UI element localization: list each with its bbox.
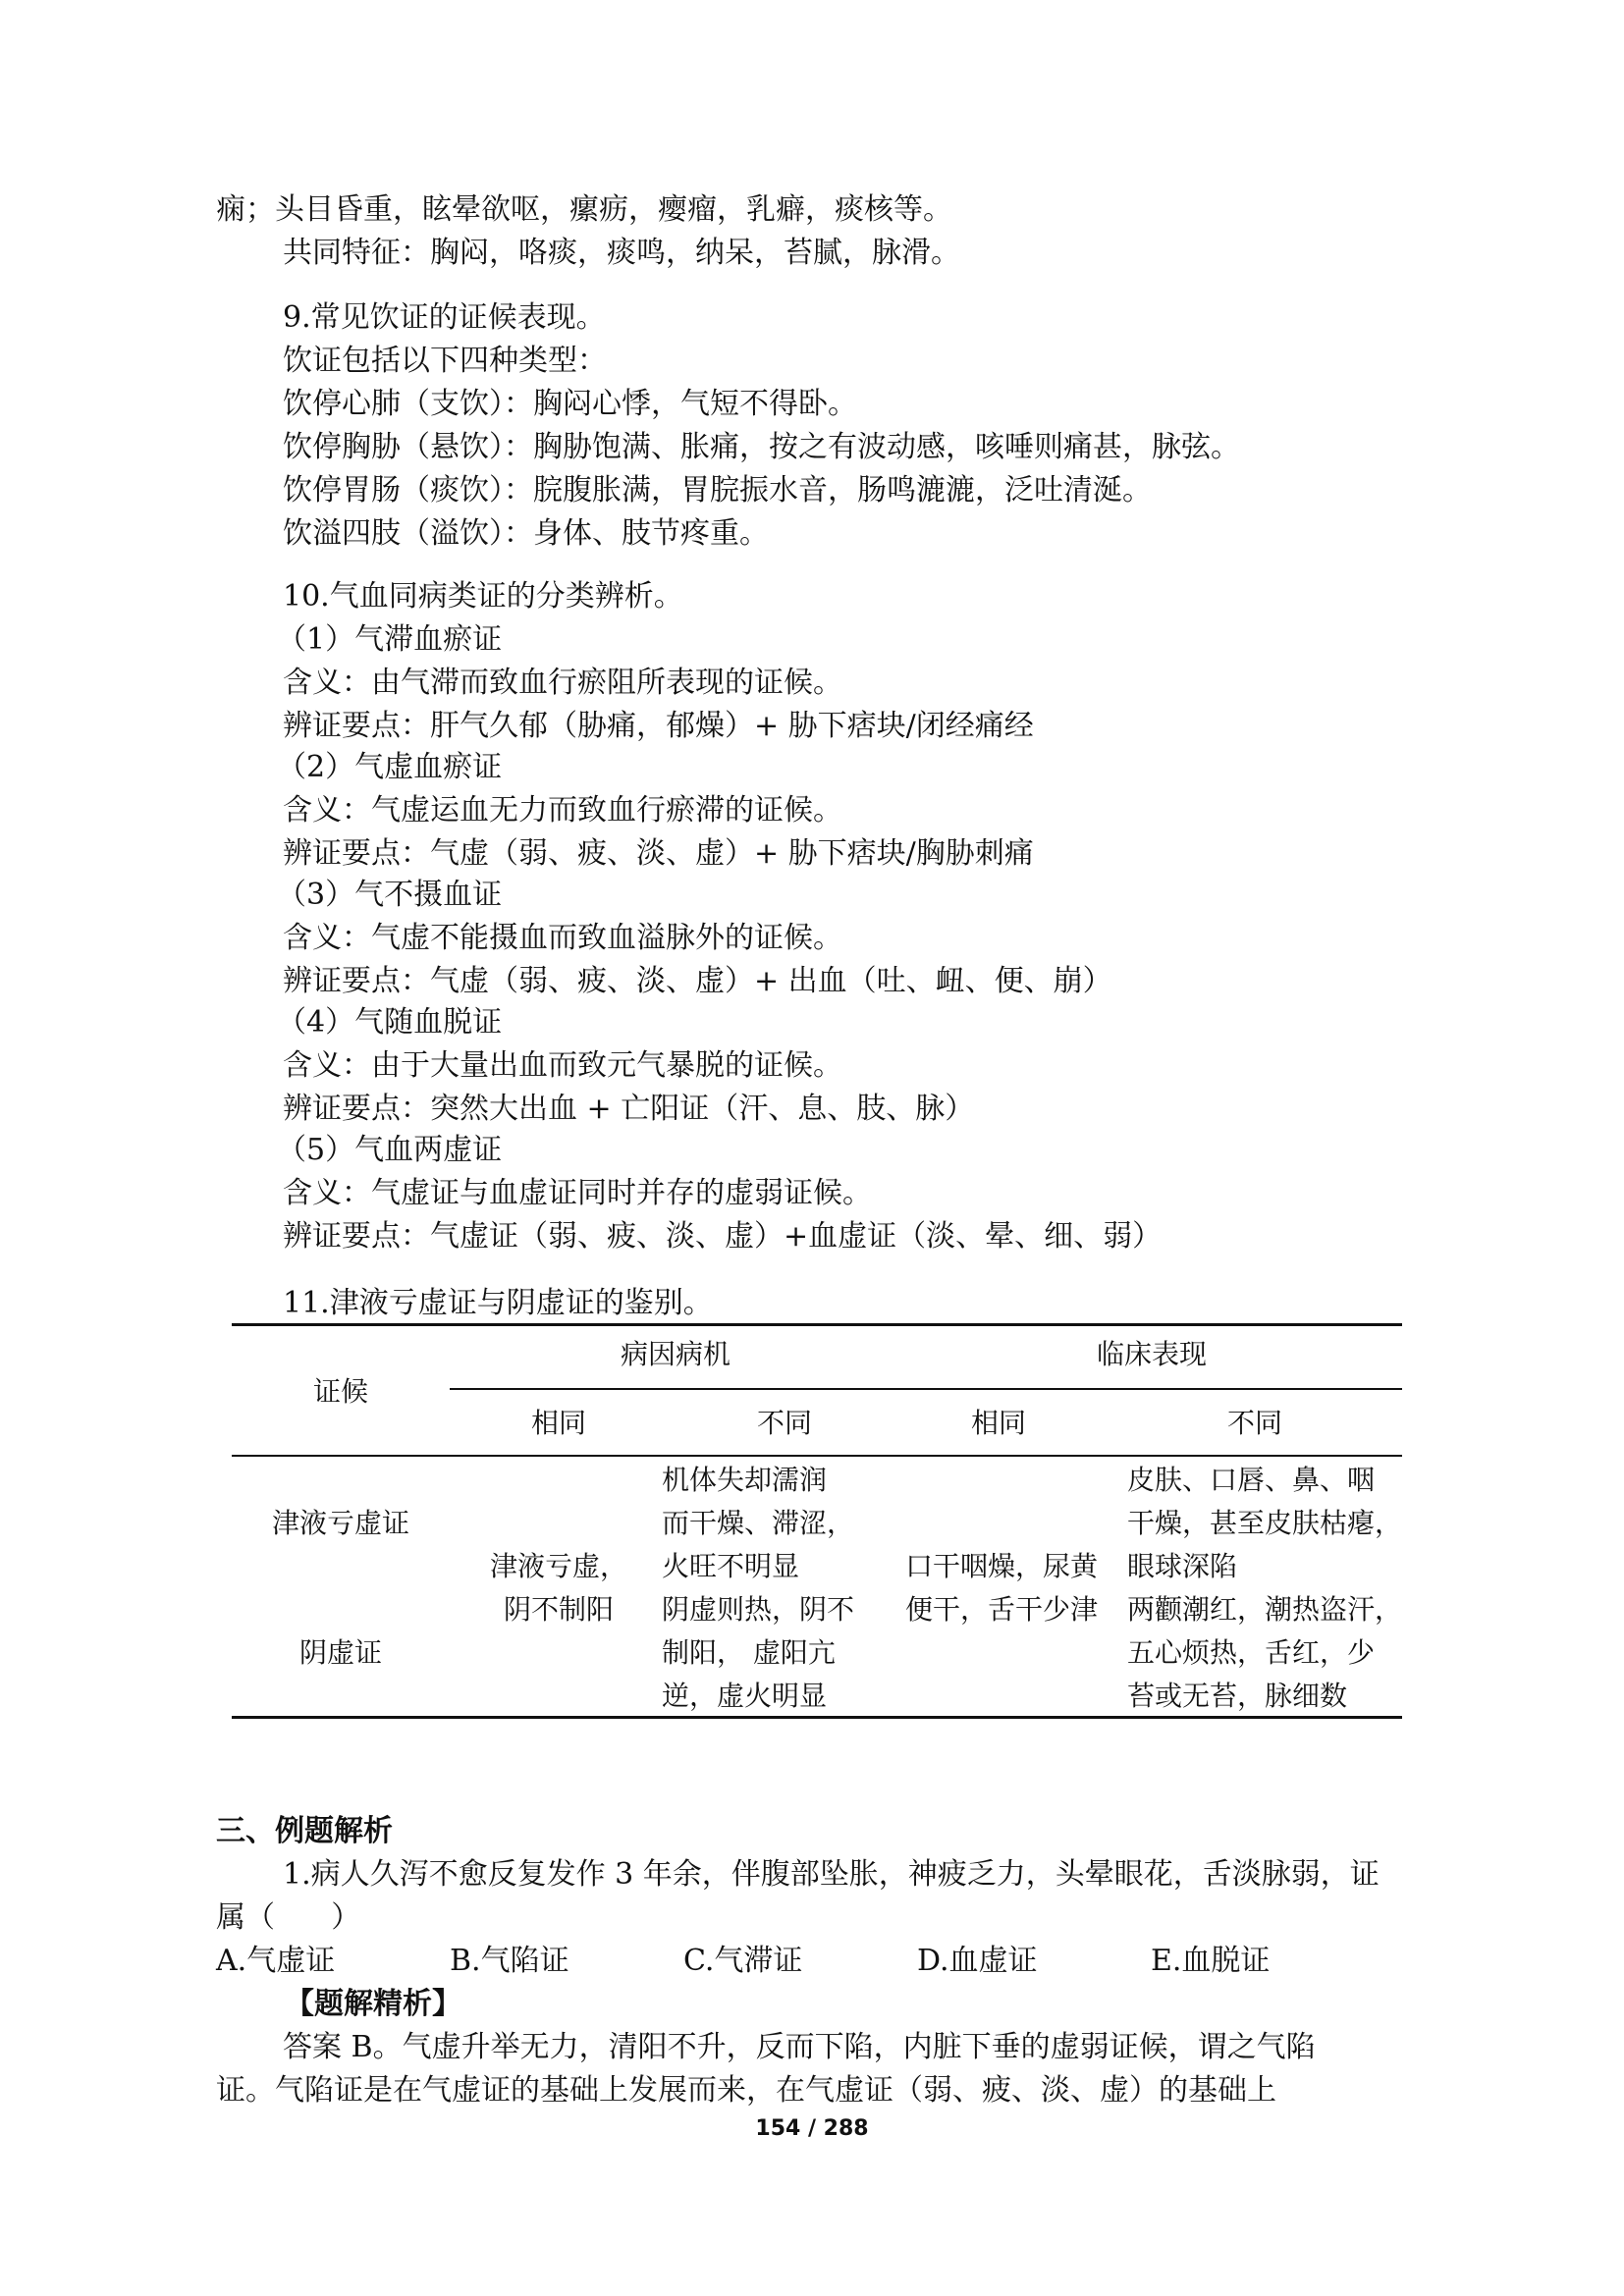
option-d: D.血虚证 — [917, 1944, 1038, 1978]
option-a: A.气虚证 — [216, 1944, 336, 1978]
section10-group-4-name: （4）气随血脱证 — [277, 1005, 503, 1040]
table-header-clinical: 临床表现 — [1096, 1338, 1207, 1370]
section10-title: 10.气血同病类证的分类辨析。 — [283, 579, 683, 614]
page-number: 154 / 288 — [755, 2116, 869, 2141]
table-row2-cause-diff-line-1: 阴虚则热，阴不 — [662, 1593, 855, 1626]
table-subheader-clinical-same: 相同 — [970, 1407, 1026, 1439]
table-row1-cause-diff-line-1: 机体失却濡润 — [662, 1464, 828, 1496]
table-header-cause: 病因病机 — [620, 1338, 731, 1370]
section10-group-5-name: （5）气血两虚证 — [277, 1133, 503, 1167]
section11-title: 11.津液亏虚证与阴虚证的鉴别。 — [283, 1286, 713, 1320]
table-subheader-cause-diff: 不同 — [756, 1407, 812, 1439]
table-subheader-cause-same: 相同 — [530, 1407, 586, 1439]
table-row1-clinical-diff-line-1: 皮肤、口唇、鼻、咽 — [1127, 1464, 1376, 1496]
table-row1-cause-diff-line-3: 火旺不明显 — [662, 1550, 800, 1582]
section10-group-4-meaning: 含义：由于大量出血而致元气暴脱的证候。 — [283, 1048, 842, 1083]
table-header-syndrome: 证候 — [312, 1375, 368, 1408]
intro-line-1: 痫；头目昏重，眩晕欲呕，瘰疬，瘿瘤，乳癖，痰核等。 — [216, 192, 952, 227]
section10-group-2-name: （2）气虚血瘀证 — [277, 750, 503, 784]
option-e: E.血脱证 — [1151, 1944, 1271, 1978]
section9-title: 9.常见饮证的证候表现。 — [283, 300, 606, 335]
table-row2-cause-diff-line-2: 制阳， 虚阳亢 — [662, 1636, 836, 1669]
section10-group-2-key: 辨证要点：气虚（弱、疲、淡、虚）+ 胁下痞块/胸胁刺痛 — [283, 836, 1034, 871]
section9-item-2: 饮停胸胁（悬饮）：胸胁饱满、胀痛，按之有波动感，咳唾则痛甚，脉弦。 — [283, 430, 1240, 464]
section9-item-1: 饮停心肺（支饮）：胸闷心悸，气短不得卧。 — [283, 387, 857, 421]
table-row1-clinical-diff-line-3: 眼球深陷 — [1127, 1550, 1238, 1582]
table-top-rule — [232, 1323, 1402, 1326]
section9-item-3: 饮停胃肠（痰饮）：脘腹胀满，胃脘振水音，肠鸣漉漉，泛吐清涎。 — [283, 473, 1152, 507]
option-b: B.气陷证 — [450, 1944, 569, 1978]
table-row1-clinical-diff-line-2: 干燥，甚至皮肤枯瘪， — [1127, 1507, 1403, 1539]
answer-line-2: 证。气陷证是在气虚证的基础上发展而来，在气虚证（弱、疲、淡、虚）的基础上 — [216, 2073, 1276, 2108]
section10-group-3-key: 辨证要点：气虚（弱、疲、淡、虚）+ 出血（吐、衄、便、崩） — [283, 964, 1112, 998]
intro-line-2: 共同特征：胸闷，咯痰，痰鸣，纳呆，苔腻，脉滑。 — [283, 236, 960, 270]
section10-group-3-name: （3）气不摄血证 — [277, 878, 503, 912]
table-row2-clinical-diff-line-3: 苔或无苔，脉细数 — [1127, 1680, 1348, 1712]
part3-heading: 三、例题解析 — [216, 1814, 393, 1848]
section10-group-4-key: 辨证要点：突然大出血 + 亡阳证（汗、息、肢、脉） — [283, 1092, 975, 1126]
option-c: C.气滞证 — [683, 1944, 803, 1978]
section10-group-5-key: 辨证要点：气虚证（弱、疲、淡、虚）+血虚证（淡、晕、细、弱） — [283, 1219, 1163, 1254]
table-row1-cause-diff-line-2: 而干燥、滞涩， — [662, 1507, 855, 1539]
table-cause-same-line-2: 阴不制阳 — [503, 1593, 614, 1626]
section10-group-2-meaning: 含义：气虚运血无力而致血行瘀滞的证候。 — [283, 793, 842, 828]
table-row2-cause-diff-line-3: 逆，虚火明显 — [662, 1680, 828, 1712]
section10-group-1-name: （1）气滞血瘀证 — [277, 622, 503, 657]
question1-line-1: 1.病人久泻不愈反复发作 3 年余，伴腹部坠胀，神疲乏力，头晕眼花，舌淡脉弱，证 — [283, 1857, 1380, 1892]
answer-line-1: 答案 B。气虚升举无力，清阳不升，反而下陷，内脏下垂的虚弱证候，谓之气陷 — [283, 2030, 1316, 2064]
table-subheader-clinical-diff: 不同 — [1226, 1407, 1282, 1439]
table-cause-same-line-1: 津液亏虚， — [489, 1550, 627, 1582]
table-row2-name: 阴虚证 — [298, 1636, 382, 1669]
section10-group-3-meaning: 含义：气虚不能摄血而致血溢脉外的证候。 — [283, 921, 842, 955]
section9-intro: 饮证包括以下四种类型： — [283, 344, 607, 378]
analysis-label: 【题解精析】 — [285, 1987, 461, 2021]
table-clinical-same-line-1: 口干咽燥，尿黄 — [905, 1550, 1099, 1582]
table-header-bottom-rule — [232, 1455, 1402, 1457]
table-header-divider — [450, 1388, 1402, 1390]
section10-group-1-meaning: 含义：由气滞而致血行瘀阻所表现的证候。 — [283, 666, 842, 700]
question1-line-2: 属（ ） — [216, 1900, 361, 1935]
table-row1-name: 津液亏虚证 — [271, 1507, 409, 1539]
table-row2-clinical-diff-line-2: 五心烦热，舌红，少 — [1127, 1636, 1376, 1669]
table-row2-clinical-diff-line-1: 两颧潮红，潮热盗汗， — [1127, 1593, 1403, 1626]
table-clinical-same-line-2: 便干，舌干少津 — [905, 1593, 1099, 1626]
section10-group-5-meaning: 含义：气虚证与血虚证同时并存的虚弱证候。 — [283, 1176, 872, 1210]
section9-item-4: 饮溢四肢（溢饮）：身体、肢节疼重。 — [283, 516, 769, 551]
section10-group-1-key: 辨证要点：肝气久郁（胁痛，郁燥）+ 胁下痞块/闭经痛经 — [283, 709, 1034, 743]
